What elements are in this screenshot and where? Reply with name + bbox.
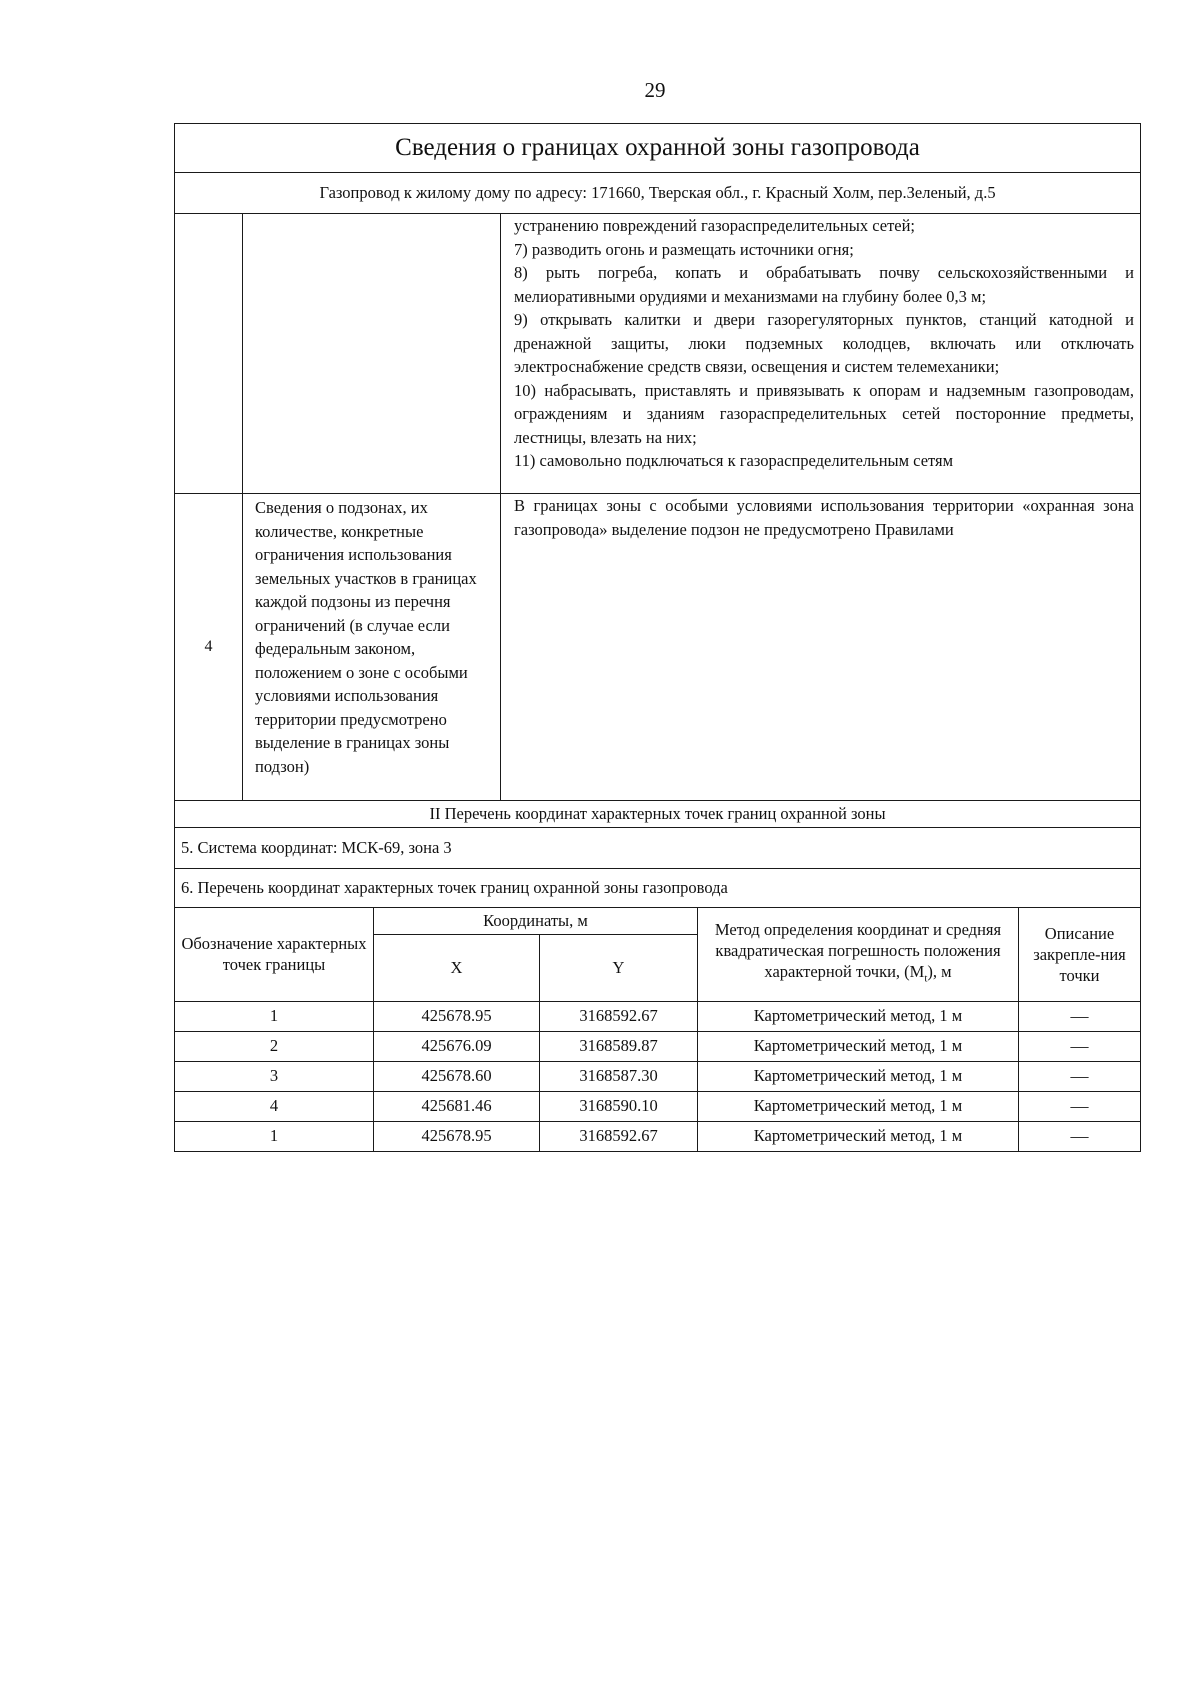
table-row xyxy=(175,1091,1141,1121)
document-subtitle: Газопровод к жилому дому по адресу: 171660, Тверская обл., г. Красный Холм, пер.Зеленый, д.5 xyxy=(175,173,1141,214)
row-number-empty xyxy=(175,214,243,494)
fixing: — xyxy=(1019,1091,1141,1121)
title-row xyxy=(175,124,1141,173)
zone-info-table xyxy=(174,123,1141,908)
subzones-row xyxy=(175,494,1141,801)
point-id: 1 xyxy=(175,1001,374,1031)
coord-x: 425678.95 xyxy=(374,1001,540,1031)
table-row xyxy=(175,1121,1141,1151)
header-point: Обозначение характерных точек границы xyxy=(175,907,374,1001)
prohibition-item: 8) рыть погреба, копать и обрабатывать почву сельскохозяйственными и мелиоративными орудиями и механизмами на глубину более 0,3 м; xyxy=(514,263,1135,306)
prohibition-item: 11) самовольно подключаться к газораспределительным сетям xyxy=(514,451,954,470)
method: Картометрический метод, 1 м xyxy=(698,1121,1019,1151)
prohibitions-row xyxy=(175,214,1141,494)
coordinate-list-title: 6. Перечень координат характерных точек границ охранной зоны газопровода xyxy=(175,869,1141,908)
fixing: — xyxy=(1019,1061,1141,1091)
point-id: 3 xyxy=(175,1061,374,1091)
subzones-content: В границах зоны с особыми условиями использования территории «охранная зона газопровода» выделение подзон не предусмотрено Правилами xyxy=(501,494,1141,801)
coord-system-row xyxy=(175,828,1141,869)
prohibition-item: 7) разводить огонь и размещать источники огня; xyxy=(514,239,854,259)
prohibition-item: 10) набрасывать, приставлять и привязывать к опорам и надземным газопроводам, ограждениям и зданиям газораспределительных сетей посторонние предметы, лестницы, влезать на них; xyxy=(514,380,1135,447)
page-number: 29 xyxy=(644,78,666,102)
subzones-label: Сведения о подзонах, их количестве, конкретные ограничения использования земельных участков в границах каждой подзоны из перечня ограничений (в случае если федеральным законом, положением о зоне с особыми условиями использования территории предусмотрено выделение в границах зоны подзон) xyxy=(243,494,501,801)
point-id: 4 xyxy=(175,1091,374,1121)
point-id: 1 xyxy=(175,1121,374,1151)
coord-list-title-row xyxy=(175,869,1141,908)
header-method: Метод определения координат и средняя квадратическая погрешность положения характерной точки, $(M_t)$, м xyxy=(698,907,1019,1001)
coord-x: 425681.46 xyxy=(374,1091,540,1121)
coord-y: 3168589.87 xyxy=(540,1031,698,1061)
coord-x: 425678.60 xyxy=(374,1061,540,1091)
prohibitions-content xyxy=(501,214,1141,494)
coord-y: 3168590.10 xyxy=(540,1091,698,1121)
method: Картометрический метод, 1 м xyxy=(698,1061,1019,1091)
point-id: 2 xyxy=(175,1031,374,1061)
header-x: X xyxy=(374,934,540,1001)
method: Картометрический метод, 1 м xyxy=(698,1001,1019,1031)
fixing: — xyxy=(1019,1031,1141,1061)
document-body xyxy=(174,123,1140,1152)
header-y: Y xyxy=(540,934,698,1001)
document-title: Сведения о границах охранной зоны газопровода xyxy=(175,124,1141,173)
section2-row xyxy=(175,801,1141,828)
table-row xyxy=(175,1031,1141,1061)
coords-header-row xyxy=(175,907,1141,934)
row-number: 4 xyxy=(175,494,243,801)
coord-y: 3168592.67 xyxy=(540,1001,698,1031)
fixing: — xyxy=(1019,1121,1141,1151)
fixing: — xyxy=(1019,1001,1141,1031)
method: Картометрический метод, 1 м xyxy=(698,1091,1019,1121)
coord-x: 425678.95 xyxy=(374,1121,540,1151)
coordinates-table xyxy=(174,907,1141,1152)
header-fixing: Описание закрепле-ния точки xyxy=(1019,907,1141,1001)
method: Картометрический метод, 1 м xyxy=(698,1031,1019,1061)
row-label-empty xyxy=(243,214,501,494)
prohibition-item: устранению повреждений газораспределительных сетей; xyxy=(514,216,916,235)
coordinate-system: 5. Система координат: МСК-69, зона 3 xyxy=(175,828,1141,869)
coord-y: 3168587.30 xyxy=(540,1061,698,1091)
coord-x: 425676.09 xyxy=(374,1031,540,1061)
table-row xyxy=(175,1061,1141,1091)
prohibition-item: 9) открывать калитки и двери газорегуляторных пунктов, станций катодной и дренажной защиты, люки подземных колодцев, включать или отключать электроснабжение средств связи, освещения и систем телемеханики; xyxy=(514,310,1135,376)
subtitle-row xyxy=(175,173,1141,214)
header-coordinates: Координаты, м xyxy=(374,907,698,934)
coord-y: 3168592.67 xyxy=(540,1121,698,1151)
table-row xyxy=(175,1001,1141,1031)
section2-title: II Перечень координат характерных точек границ охранной зоны xyxy=(175,801,1141,828)
